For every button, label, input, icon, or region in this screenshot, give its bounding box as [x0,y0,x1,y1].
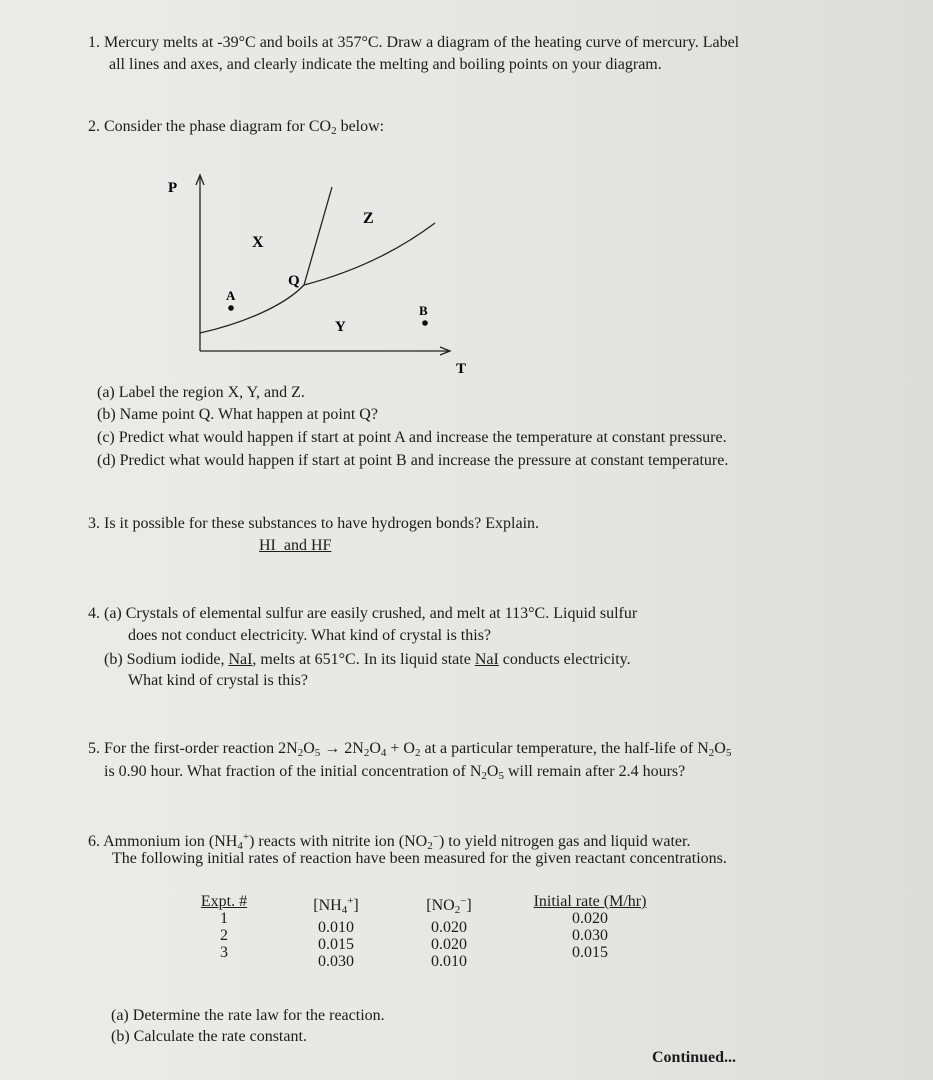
vaporization-curve [304,223,435,285]
point-b-dot [422,320,428,326]
q2-intro: 2. Consider the phase diagram for $CO_2$ below: [88,118,385,137]
q1-line2: all lines and axes, and clearly indicate the melting and boiling points on your diagram. [109,56,662,73]
q2-part-a: (a) Label the region X, Y, and Z. [97,384,305,401]
cell-expt: 1 [220,910,228,927]
p-label: P [168,180,178,196]
q6-line1: 6. Ammonium ion $(NH_4^+)$ reacts with nitrite ion $(NO_2^-)$ to yield nitrogen gas and liquid water. [88,831,691,852]
col-rate [510,893,670,961]
q4-a-line2: does not conduct electricity. What kind of crystal is this? [128,627,492,644]
col-no2 [403,893,495,970]
q6-line2: The following initial rates of reaction have been measured for the given reactant concentrations. [112,850,727,867]
q3-question: 3. Is it possible for these substances to have hydrogen bonds? Explain. [88,515,540,532]
q2-part-b: (b) Name point Q. What happen at point Q? [97,406,378,423]
cell-expt: 2 [220,927,228,944]
q5-line2: is 0.90 hour. What fraction of the initial concentration of $N_2O_5$ will remain after 2.4 hours? [104,763,686,782]
header-expt: Expt. # [200,893,248,910]
region-y-label: Y [335,319,346,335]
q4-a-line1: 4. (a) Crystals of elemental sulfur are easily crushed, and melt at 113°C. Liquid sulfur [88,605,638,622]
melting-curve [304,187,332,285]
cell-nh4: 0.010 [318,919,354,936]
point-a-dot [228,305,234,311]
cell-rate: 0.015 [572,944,608,961]
point-b-label: B [419,303,428,318]
t-label: T [456,361,467,377]
col-expt [180,893,268,961]
point-a-label: A [226,288,236,303]
q2-part-c: (c) Predict what would happen if start at point A and increase the temperature at constant pressure. [97,429,727,446]
header-no2: $[NO_2^-]$ [426,895,472,916]
q6-part-a: (a) Determine the rate law for the reaction. [111,1007,385,1024]
rate-data-table [180,893,700,983]
header-nh4: $[NH_4^+]$ [313,895,359,916]
cell-nh4: 0.030 [318,953,354,970]
col-nh4 [290,893,382,970]
continued-label: Continued... [652,1049,737,1066]
cell-expt: 3 [220,944,228,961]
cell-rate: 0.020 [572,910,608,927]
cell-no2: 0.010 [431,953,467,970]
point-q-label: Q [288,273,300,289]
co2-phase-diagram [160,165,480,380]
cell-rate: 0.030 [572,927,608,944]
cell-nh4: 0.015 [318,936,354,953]
q5-line1: 5. For the first-order reaction $2N_2O_5 \to 2N_2O_4 + O_2$ at a particular temperature, the half-life of $N_2O_5$ [88,740,732,759]
q3-substances: HI and HF [259,537,332,554]
header-rate: Initial rate (M/hr) [533,893,647,910]
cell-no2: 0.020 [431,936,467,953]
sublimation-curve [200,285,304,333]
q1-line1: 1. Mercury melts at -39°C and boils at 357°C. Draw a diagram of the heating curve of mercury. Label [88,34,740,51]
region-x-label: X [252,234,264,251]
region-z-label: Z [363,210,374,227]
q2-part-d: (d) Predict what would happen if start at point B and increase the pressure at constant temperature. [97,452,729,469]
q4-b-line2: What kind of crystal is this? [128,672,308,689]
q6-part-b: (b) Calculate the rate constant. [111,1028,307,1045]
cell-no2: 0.020 [431,919,467,936]
q4-b-line1: (b) Sodium iodide, NaI, melts at 651°C. In its liquid state NaI conducts electricity. [104,651,631,668]
